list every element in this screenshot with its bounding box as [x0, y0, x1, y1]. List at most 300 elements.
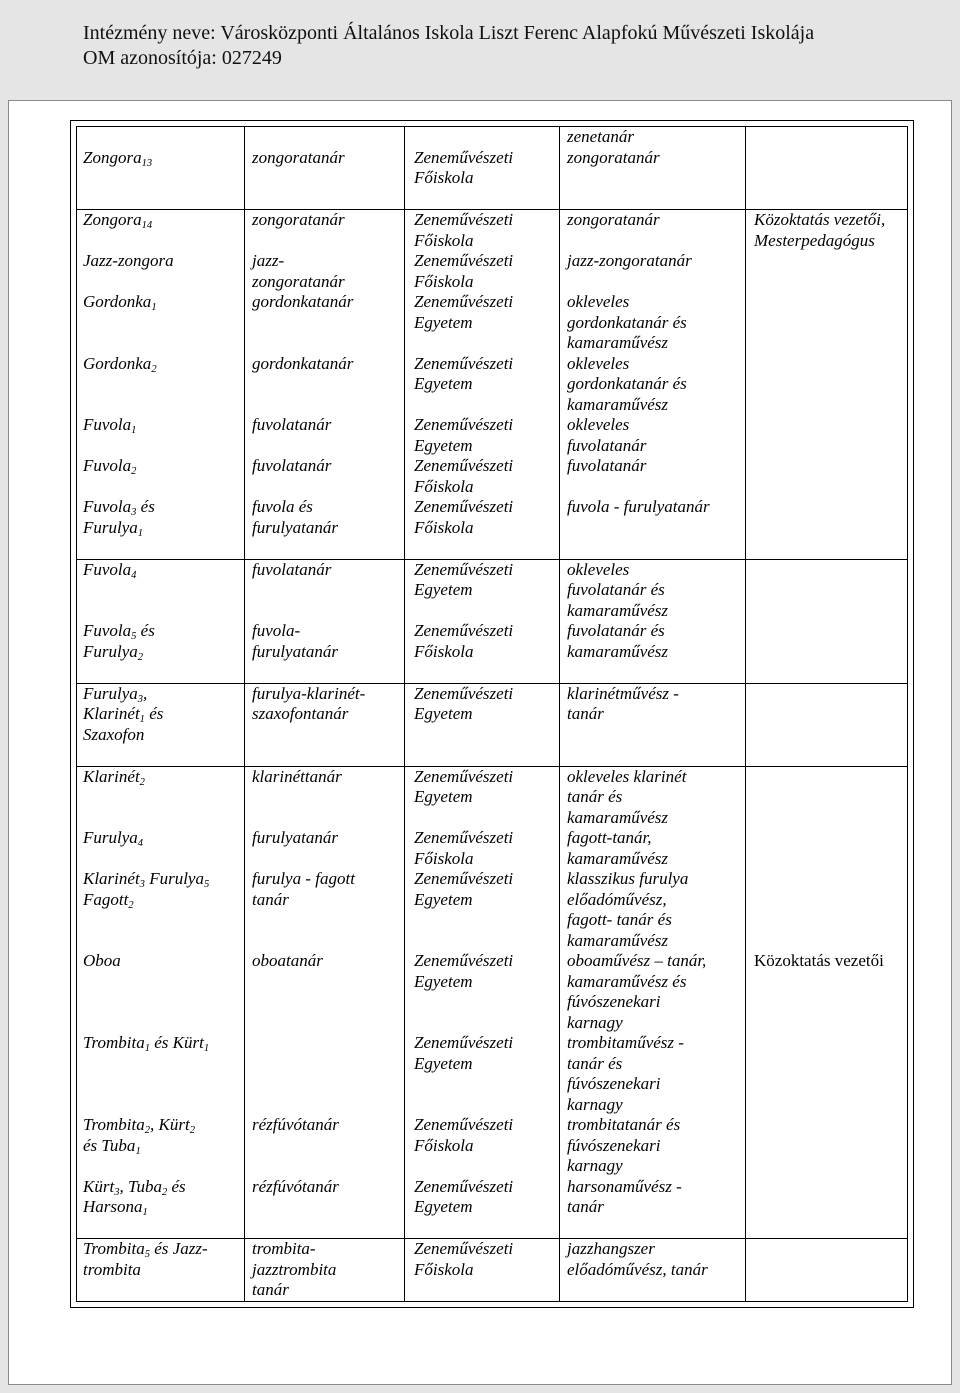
cell-other: [746, 767, 907, 829]
blank-line: [83, 662, 244, 683]
cell-line: Főiskola: [414, 476, 474, 496]
blank-line: [567, 538, 745, 559]
cell-line: Egyetem: [414, 435, 473, 455]
cell-line: Főiskola: [414, 1259, 474, 1279]
cell-line: Zeneművészeti: [414, 147, 514, 167]
cell-line: okleveles: [567, 292, 630, 311]
blank-line: [252, 662, 404, 683]
cell-text: Furulya: [83, 641, 138, 661]
blank-line: [754, 662, 907, 683]
cell-other: [746, 292, 907, 354]
cell-line: zenetanár: [567, 127, 635, 146]
table-row: [77, 951, 907, 1033]
cell-subject: [77, 684, 245, 746]
cell-qualification: [560, 497, 746, 538]
cell-other: [746, 354, 907, 416]
cell-institution: [405, 415, 560, 456]
cell-line: okleveles: [567, 353, 630, 373]
cell-text: Trombita: [83, 1239, 145, 1258]
cell-line: fuvolatanár: [252, 456, 332, 475]
blank-line: [83, 1218, 244, 1239]
cell-line: Zeneművészeti: [414, 621, 514, 640]
cell-line: gordonkatanár: [252, 353, 354, 373]
cell-line: jazztrombita: [252, 1259, 337, 1279]
cell-other: [746, 1239, 907, 1301]
cell-line: Szaxofon: [83, 724, 145, 744]
cell-line: jazz-zongoratanár: [567, 251, 692, 270]
cell-other: [746, 127, 907, 148]
cell-line: [83, 210, 244, 231]
cell-teacher-title: [245, 621, 405, 662]
table-row: [77, 1177, 907, 1218]
cell-line: karnagy: [567, 1094, 623, 1114]
table-row: [77, 621, 907, 662]
cell-institution: [405, 210, 560, 251]
cell-line: [83, 148, 244, 169]
table-group: [77, 683, 907, 766]
cell-line: előadóművész,: [567, 889, 667, 909]
spacer-cell: [560, 1218, 746, 1239]
cell-subject: [77, 354, 245, 416]
table-row: [77, 497, 907, 538]
cell-line: Zeneművészeti: [414, 497, 514, 516]
cell-line: Főiskola: [414, 271, 474, 291]
cell-line: tanár: [252, 1280, 289, 1299]
cell-line: [83, 518, 244, 539]
cell-teacher-title: [245, 828, 405, 869]
cell-teacher-title: [245, 951, 405, 1033]
cell-line: furulyatanár: [252, 828, 338, 847]
cell-qualification: [560, 210, 746, 251]
cell-qualification: [560, 456, 746, 497]
spacer-row: [77, 1218, 907, 1239]
cell-line: zongoratanár: [252, 210, 345, 229]
cell-line: [83, 354, 244, 375]
cell-text: és: [144, 704, 164, 723]
table-row: [77, 1115, 907, 1177]
cell-other: [746, 415, 907, 456]
blank-line: [83, 189, 244, 210]
cell-line: szaxofontanár: [252, 704, 349, 723]
subscript: 1: [137, 527, 144, 539]
cell-other: [746, 1033, 907, 1115]
cell-text: és: [136, 497, 155, 516]
cell-line: fuvolatanár: [252, 559, 332, 579]
cell-text: és: [167, 1176, 186, 1196]
table-row: [77, 767, 907, 829]
staff-table: [70, 120, 914, 1308]
cell-line: Mesterpedagógus: [754, 230, 875, 250]
cell-qualification: [560, 1033, 746, 1115]
cell-line: fuvolatanár és: [567, 580, 665, 599]
cell-line: okleveles: [567, 415, 630, 434]
subscript: 2: [189, 1124, 195, 1136]
cell-line: előadóművész, tanár: [567, 1259, 708, 1279]
cell-line: [83, 1136, 244, 1157]
cell-qualification: [560, 767, 746, 829]
cell-teacher-title: [245, 251, 405, 292]
cell-subject: [77, 497, 245, 538]
spacer-cell: [77, 745, 245, 766]
cell-line: [83, 684, 244, 705]
spacer-cell: [560, 189, 746, 210]
blank-line: [252, 745, 404, 766]
cell-institution: [405, 251, 560, 292]
cell-qualification: [560, 292, 746, 354]
cell-line: [83, 642, 244, 663]
spacer-cell: [746, 662, 907, 683]
cell-text: Kürt: [83, 1176, 115, 1196]
spacer-cell: [746, 1218, 907, 1239]
cell-line: Jazz-zongora: [83, 251, 174, 270]
cell-institution: [405, 951, 560, 1033]
blank-line: [83, 538, 244, 559]
cell-line: Zeneművészeti: [414, 210, 514, 229]
cell-line: kamaraművész: [567, 394, 669, 414]
cell-line: tanár: [567, 704, 604, 723]
cell-line: fúvószenekari: [567, 1135, 661, 1155]
cell-line: [83, 456, 244, 477]
table-row: [77, 560, 907, 622]
subscript: 13: [141, 157, 153, 169]
cell-line: Egyetem: [414, 704, 473, 723]
subscript: 2: [131, 465, 137, 477]
blank-line: [754, 745, 907, 766]
subscript: 3: [114, 1186, 120, 1198]
cell-line: oboatanár: [252, 951, 323, 970]
cell-subject: [77, 560, 245, 622]
blank-line: [252, 189, 404, 210]
cell-line: zongoratanár: [252, 271, 345, 291]
cell-line: Zeneművészeti: [414, 828, 514, 847]
cell-line: Zeneművészeti: [414, 683, 514, 703]
cell-text: Furulya: [83, 517, 138, 537]
spacer-cell: [245, 538, 405, 559]
table-row: [77, 127, 907, 148]
subscript: 1: [142, 1206, 148, 1218]
cell-line: Főiskola: [414, 848, 474, 868]
blank-line: [754, 538, 907, 559]
cell-institution: [405, 1115, 560, 1177]
cell-line: fúvószenekari: [567, 1074, 661, 1093]
cell-line: klarinétművész -: [567, 683, 679, 703]
table-row: [77, 684, 907, 746]
subscript: 4: [137, 837, 144, 849]
cell-line: Főiskola: [414, 641, 474, 661]
cell-subject: [77, 1177, 245, 1218]
subscript: 2: [139, 776, 145, 788]
cell-institution: [405, 127, 560, 148]
cell-line: Oboa: [83, 951, 121, 970]
cell-institution: [405, 497, 560, 538]
blank-line: [567, 745, 745, 766]
cell-line: fagott-tanár,: [567, 828, 652, 847]
spacer-cell: [746, 538, 907, 559]
cell-teacher-title: [245, 497, 405, 538]
subscript: 1: [139, 713, 145, 725]
subscript: 1: [203, 1042, 210, 1054]
subscript: 14: [141, 219, 153, 231]
cell-line: Főiskola: [414, 1135, 474, 1155]
cell-line: [83, 767, 244, 788]
cell-line: [83, 292, 244, 313]
cell-text: Gordonka: [83, 292, 152, 311]
cell-line: klarinéttanár: [252, 766, 342, 786]
blank-line: [252, 538, 404, 559]
cell-other: [746, 621, 907, 662]
spacer-cell: [746, 189, 907, 210]
spacer-cell: [405, 745, 560, 766]
cell-line: furulyatanár: [252, 517, 338, 537]
spacer-cell: [405, 1218, 560, 1239]
table-row: [77, 354, 907, 416]
cell-line: kamaraművész: [567, 641, 669, 661]
cell-qualification: [560, 684, 746, 746]
cell-line: [83, 497, 244, 518]
cell-text: Furulya: [83, 683, 138, 703]
blank-line: [567, 189, 745, 210]
cell-line: fagott- tanár és: [567, 910, 672, 929]
cell-institution: [405, 292, 560, 354]
cell-institution: [405, 767, 560, 829]
subscript: 1: [151, 301, 157, 313]
spacer-cell: [245, 189, 405, 210]
subscript: 5: [131, 630, 137, 642]
cell-institution: [405, 684, 560, 746]
cell-line: Zeneművészeti: [414, 251, 514, 270]
cell-teacher-title: [245, 354, 405, 416]
spacer-cell: [245, 662, 405, 683]
blank-line: [567, 1218, 745, 1239]
cell-subject: [77, 1033, 245, 1115]
cell-subject: [77, 127, 245, 148]
cell-line: zongoratanár: [567, 147, 660, 167]
cell-line: gordonkatanár és: [567, 374, 687, 393]
cell-text: Klarinét: [83, 766, 140, 786]
cell-subject: [77, 292, 245, 354]
cell-text: Fagott: [83, 889, 129, 909]
table-group: [77, 766, 907, 1239]
cell-line: [83, 828, 244, 849]
spacer-row: [77, 745, 907, 766]
cell-line: fuvolatanár: [567, 435, 647, 455]
staff-table-body: [76, 126, 908, 1302]
cell-other: [746, 1177, 907, 1218]
cell-line: [83, 560, 244, 581]
cell-line: Zeneművészeti: [414, 353, 514, 373]
subscript: 2: [161, 1186, 168, 1198]
blank-line: [754, 1218, 907, 1239]
cell-qualification: [560, 951, 746, 1033]
cell-text: Gordonka: [83, 353, 152, 373]
cell-subject: [77, 828, 245, 869]
cell-teacher-title: [245, 148, 405, 189]
cell-text: Zongora: [83, 147, 142, 167]
spacer-cell: [560, 745, 746, 766]
cell-qualification: [560, 127, 746, 148]
cell-line: trombitatanár és: [567, 1115, 681, 1134]
cell-institution: [405, 148, 560, 189]
cell-institution: [405, 1239, 560, 1301]
table-row: [77, 415, 907, 456]
subscript: 1: [144, 1042, 150, 1054]
cell-text: , Tuba: [119, 1176, 162, 1196]
cell-teacher-title: [245, 292, 405, 354]
subscript: 2: [137, 651, 144, 663]
cell-line: furulyatanár: [252, 641, 338, 661]
subscript: 3: [137, 693, 144, 705]
cell-line: Egyetem: [414, 1197, 473, 1216]
spacer-cell: [405, 538, 560, 559]
spacer-row: [77, 189, 907, 210]
blank-line: [754, 189, 907, 210]
cell-other: [746, 869, 907, 951]
cell-teacher-title: [245, 415, 405, 456]
cell-institution: [405, 828, 560, 869]
cell-teacher-title: [245, 560, 405, 622]
cell-line: Egyetem: [414, 312, 473, 332]
cell-line: Egyetem: [414, 580, 473, 599]
cell-line: karnagy: [567, 1012, 623, 1032]
cell-line: fuvola-: [252, 621, 301, 640]
cell-teacher-title: [245, 127, 405, 148]
table-group: [77, 127, 907, 209]
cell-other: [746, 951, 907, 1033]
spacer-cell: [405, 662, 560, 683]
cell-line: fuvolatanár: [252, 415, 332, 434]
cell-line: harsonaművész -: [567, 1176, 682, 1196]
cell-line: okleveles klarinét: [567, 766, 687, 786]
cell-line: Főiskola: [414, 230, 474, 250]
cell-line: trombita: [83, 1259, 141, 1279]
cell-other: [746, 148, 907, 189]
cell-other: [746, 210, 907, 251]
cell-line: Zeneművészeti: [414, 1115, 514, 1134]
cell-text: , Kürt: [150, 1115, 190, 1134]
cell-qualification: [560, 1115, 746, 1177]
cell-line: tanár: [567, 1197, 604, 1216]
subscript: 4: [131, 569, 137, 581]
cell-teacher-title: [245, 1239, 405, 1301]
cell-teacher-title: [245, 210, 405, 251]
page-header: [0, 0, 960, 100]
cell-line: [83, 1033, 244, 1054]
cell-line: [83, 1115, 244, 1136]
cell-line: zongoratanár: [252, 147, 345, 167]
cell-line: furulya - fagott: [252, 869, 355, 888]
cell-text: és Jazz-: [150, 1239, 208, 1258]
cell-line: tanár és: [567, 1053, 623, 1073]
spacer-cell: [77, 189, 245, 210]
table-row: [77, 1033, 907, 1115]
cell-line: karnagy: [567, 1156, 623, 1175]
cell-text: Fuvola: [83, 415, 132, 434]
cell-line: furulya-klarinét-: [252, 683, 366, 703]
cell-teacher-title: [245, 869, 405, 951]
spacer-cell: [245, 745, 405, 766]
cell-teacher-title: [245, 1033, 405, 1115]
cell-institution: [405, 1033, 560, 1115]
cell-institution: [405, 1177, 560, 1218]
cell-line: kamaraművész: [567, 333, 669, 352]
subscript: 5: [203, 878, 210, 890]
blank-line: [83, 745, 244, 766]
spacer-row: [77, 662, 907, 683]
subscript: 3: [139, 878, 145, 890]
blank-line: [567, 662, 745, 683]
cell-subject: [77, 148, 245, 189]
cell-qualification: [560, 869, 746, 951]
cell-subject: [77, 456, 245, 497]
subscript: 2: [151, 363, 157, 375]
cell-line: Egyetem: [414, 889, 473, 909]
cell-qualification: [560, 621, 746, 662]
cell-line: Zeneművészeti: [414, 951, 514, 970]
cell-other: [746, 456, 907, 497]
cell-line: jazz-: [252, 251, 285, 270]
cell-text: Furulya: [144, 869, 204, 888]
cell-line: fuvola - furulyatanár: [567, 497, 710, 516]
spacer-cell: [245, 1218, 405, 1239]
cell-line: Egyetem: [414, 374, 473, 393]
blank-line: [414, 745, 559, 766]
table-group: [77, 209, 907, 559]
cell-text: és: [136, 621, 155, 640]
cell-institution: [405, 621, 560, 662]
cell-text: Fuvola: [83, 456, 132, 475]
cell-institution: [405, 456, 560, 497]
cell-line: [83, 1177, 244, 1198]
institution-name: Intézmény neve: Városközponti Általános Iskola Liszt Ferenc Alapfokú Művészeti Iskolája: [83, 22, 815, 44]
cell-other: [746, 684, 907, 746]
cell-institution: [405, 354, 560, 416]
table-row: [77, 456, 907, 497]
cell-teacher-title: [245, 456, 405, 497]
cell-line: tanár: [252, 889, 289, 909]
cell-line: Zeneművészeti: [414, 415, 514, 434]
table-row: [77, 1239, 907, 1301]
cell-line: gordonkatanár és: [567, 312, 687, 332]
cell-line: Főiskola: [414, 517, 474, 537]
cell-line: Zeneművészeti: [414, 1176, 514, 1196]
spacer-cell: [405, 189, 560, 210]
cell-line: Egyetem: [414, 971, 473, 991]
cell-qualification: [560, 1177, 746, 1218]
subscript: 1: [131, 424, 137, 436]
cell-subject: [77, 1239, 245, 1301]
cell-text: Fuvola: [83, 621, 132, 640]
cell-line: Közoktatás vezetői: [754, 951, 884, 970]
cell-line: okleveles: [567, 559, 630, 579]
cell-line: zongoratanár: [567, 210, 660, 229]
cell-line: [83, 704, 244, 725]
cell-line: fuvola és: [252, 497, 313, 516]
cell-line: rézfúvótanár: [252, 1115, 339, 1134]
cell-qualification: [560, 354, 746, 416]
cell-text: ,: [143, 683, 148, 703]
cell-line: Zeneművészeti: [414, 559, 514, 579]
table-row: [77, 828, 907, 869]
blank-line: [414, 662, 559, 683]
spacer-cell: [560, 662, 746, 683]
cell-line: Zeneművészeti: [414, 292, 514, 311]
cell-text: Trombita: [83, 1033, 145, 1052]
spacer-row: [77, 538, 907, 559]
cell-other: [746, 828, 907, 869]
cell-qualification: [560, 1239, 746, 1301]
cell-institution: [405, 869, 560, 951]
table-group: [77, 1238, 907, 1301]
